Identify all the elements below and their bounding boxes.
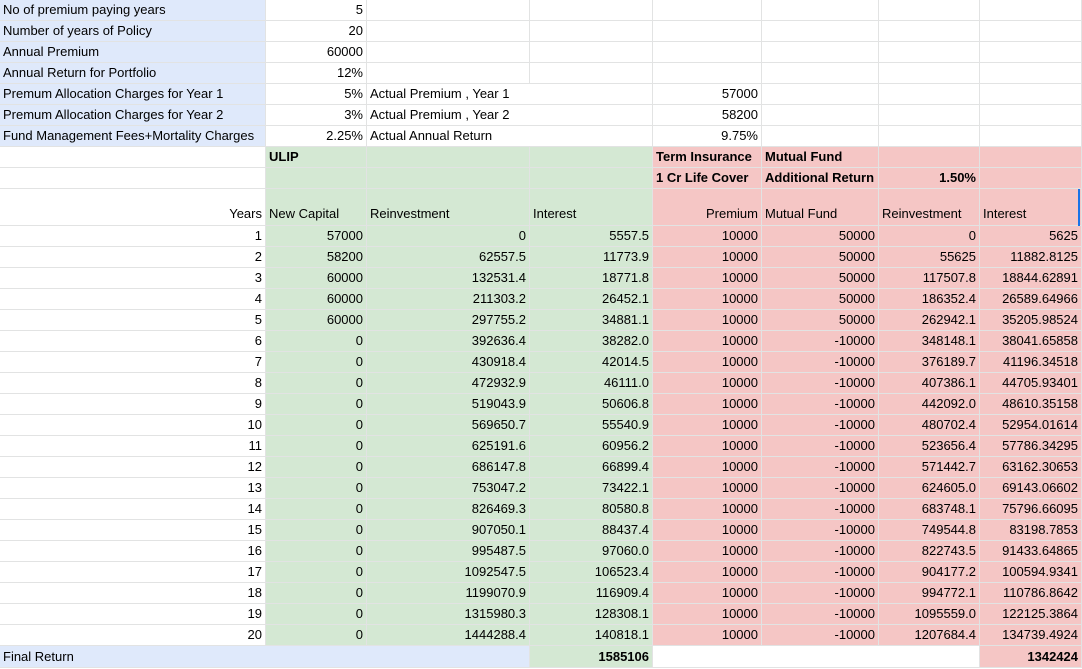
data-cell[interactable]: 0 bbox=[266, 373, 367, 394]
data-cell[interactable]: 5557.5 bbox=[530, 226, 653, 247]
empty-cell[interactable] bbox=[980, 126, 1082, 147]
column-header[interactable]: Reinvestment bbox=[879, 189, 980, 226]
data-cell[interactable]: 75796.66095 bbox=[980, 499, 1082, 520]
data-cell[interactable]: 0 bbox=[266, 478, 367, 499]
data-cell[interactable]: 0 bbox=[266, 583, 367, 604]
data-cell[interactable]: 407386.1 bbox=[879, 373, 980, 394]
additional-return-value[interactable]: 1.50% bbox=[879, 168, 980, 189]
data-cell[interactable]: 0 bbox=[266, 604, 367, 625]
data-cell[interactable]: 57000 bbox=[266, 226, 367, 247]
input-label[interactable]: Premum Allocation Charges for Year 2 bbox=[0, 105, 266, 126]
data-cell[interactable]: 10000 bbox=[653, 541, 762, 562]
column-header[interactable]: Years bbox=[0, 189, 266, 226]
data-cell[interactable]: 10000 bbox=[653, 268, 762, 289]
empty-cell[interactable] bbox=[879, 0, 980, 21]
data-cell[interactable]: 686147.8 bbox=[367, 457, 530, 478]
empty-cell[interactable] bbox=[367, 21, 530, 42]
data-cell[interactable]: 11 bbox=[0, 436, 266, 457]
data-cell[interactable]: 117507.8 bbox=[879, 268, 980, 289]
data-cell[interactable]: -10000 bbox=[762, 583, 879, 604]
data-cell[interactable]: 392636.4 bbox=[367, 331, 530, 352]
empty-cell[interactable] bbox=[980, 84, 1082, 105]
empty-cell[interactable] bbox=[980, 63, 1082, 84]
empty-cell[interactable] bbox=[653, 21, 762, 42]
empty-cell[interactable] bbox=[530, 21, 653, 42]
data-cell[interactable]: 69143.06602 bbox=[980, 478, 1082, 499]
data-cell[interactable]: 88437.4 bbox=[530, 520, 653, 541]
data-cell[interactable]: 0 bbox=[266, 415, 367, 436]
data-cell[interactable]: 63162.30653 bbox=[980, 457, 1082, 478]
data-cell[interactable]: 907050.1 bbox=[367, 520, 530, 541]
data-cell[interactable]: 10000 bbox=[653, 310, 762, 331]
input-value[interactable]: 2.25% bbox=[266, 126, 367, 147]
data-cell[interactable]: 1315980.3 bbox=[367, 604, 530, 625]
data-cell[interactable]: -10000 bbox=[762, 457, 879, 478]
data-cell[interactable]: 376189.7 bbox=[879, 352, 980, 373]
empty-cell[interactable] bbox=[980, 21, 1082, 42]
data-cell[interactable]: 100594.9341 bbox=[980, 562, 1082, 583]
empty-cell[interactable] bbox=[980, 105, 1082, 126]
data-cell[interactable]: 60000 bbox=[266, 268, 367, 289]
input-value[interactable]: 3% bbox=[266, 105, 367, 126]
data-cell[interactable]: 80580.8 bbox=[530, 499, 653, 520]
data-cell[interactable]: 0 bbox=[266, 436, 367, 457]
empty-cell[interactable] bbox=[653, 42, 762, 63]
data-cell[interactable]: 625191.6 bbox=[367, 436, 530, 457]
input-label[interactable]: Premum Allocation Charges for Year 1 bbox=[0, 84, 266, 105]
data-cell[interactable]: 10000 bbox=[653, 520, 762, 541]
data-cell[interactable]: 8 bbox=[0, 373, 266, 394]
input-value[interactable]: 5% bbox=[266, 84, 367, 105]
data-cell[interactable]: -10000 bbox=[762, 436, 879, 457]
empty-cell[interactable] bbox=[762, 126, 879, 147]
data-cell[interactable]: 0 bbox=[266, 394, 367, 415]
data-cell[interactable]: 472932.9 bbox=[367, 373, 530, 394]
empty-cell[interactable] bbox=[879, 105, 980, 126]
empty-cell[interactable] bbox=[367, 168, 530, 189]
life-cover-label[interactable]: 1 Cr Life Cover bbox=[653, 168, 762, 189]
data-cell[interactable]: 26452.1 bbox=[530, 289, 653, 310]
data-cell[interactable]: -10000 bbox=[762, 352, 879, 373]
additional-return-label[interactable]: Additional Return bbox=[762, 168, 879, 189]
empty-cell[interactable] bbox=[367, 0, 530, 21]
data-cell[interactable]: 6 bbox=[0, 331, 266, 352]
data-cell[interactable]: 430918.4 bbox=[367, 352, 530, 373]
derived-label[interactable]: Actual Premium , Year 1 bbox=[367, 84, 653, 105]
data-cell[interactable]: 10000 bbox=[653, 583, 762, 604]
data-cell[interactable]: 7 bbox=[0, 352, 266, 373]
data-cell[interactable]: -10000 bbox=[762, 394, 879, 415]
empty-cell[interactable] bbox=[0, 168, 266, 189]
data-cell[interactable]: 0 bbox=[266, 352, 367, 373]
data-cell[interactable]: 994772.1 bbox=[879, 583, 980, 604]
data-cell[interactable]: 5625 bbox=[980, 226, 1082, 247]
data-cell[interactable]: 46111.0 bbox=[530, 373, 653, 394]
column-header[interactable]: Interest bbox=[980, 189, 1082, 226]
data-cell[interactable]: 11773.9 bbox=[530, 247, 653, 268]
empty-cell[interactable] bbox=[530, 147, 653, 168]
data-cell[interactable]: 14 bbox=[0, 499, 266, 520]
data-cell[interactable]: 26589.64966 bbox=[980, 289, 1082, 310]
data-cell[interactable]: 60956.2 bbox=[530, 436, 653, 457]
data-cell[interactable]: 106523.4 bbox=[530, 562, 653, 583]
data-cell[interactable]: 519043.9 bbox=[367, 394, 530, 415]
data-cell[interactable]: -10000 bbox=[762, 331, 879, 352]
empty-cell[interactable] bbox=[879, 147, 980, 168]
data-cell[interactable]: 50000 bbox=[762, 247, 879, 268]
data-cell[interactable]: 10000 bbox=[653, 331, 762, 352]
data-cell[interactable]: 442092.0 bbox=[879, 394, 980, 415]
data-cell[interactable]: 91433.64865 bbox=[980, 541, 1082, 562]
input-label[interactable]: Fund Management Fees+Mortality Charges bbox=[0, 126, 266, 147]
derived-value[interactable]: 57000 bbox=[653, 84, 762, 105]
input-value[interactable]: 60000 bbox=[266, 42, 367, 63]
data-cell[interactable]: 19 bbox=[0, 604, 266, 625]
data-cell[interactable]: -10000 bbox=[762, 604, 879, 625]
data-cell[interactable]: 10000 bbox=[653, 625, 762, 646]
data-cell[interactable]: 66899.4 bbox=[530, 457, 653, 478]
empty-cell[interactable] bbox=[530, 168, 653, 189]
data-cell[interactable]: 116909.4 bbox=[530, 583, 653, 604]
column-header[interactable]: Mutual Fund bbox=[762, 189, 879, 226]
data-cell[interactable]: 0 bbox=[266, 457, 367, 478]
empty-cell[interactable] bbox=[762, 42, 879, 63]
empty-cell[interactable] bbox=[0, 147, 266, 168]
data-cell[interactable]: 480702.4 bbox=[879, 415, 980, 436]
input-value[interactable]: 12% bbox=[266, 63, 367, 84]
ulip-section-title[interactable]: ULIP bbox=[266, 147, 367, 168]
data-cell[interactable]: 1 bbox=[0, 226, 266, 247]
data-cell[interactable]: 15 bbox=[0, 520, 266, 541]
data-cell[interactable]: 10000 bbox=[653, 415, 762, 436]
data-cell[interactable]: -10000 bbox=[762, 499, 879, 520]
input-label[interactable]: Number of years of Policy bbox=[0, 21, 266, 42]
data-cell[interactable]: 18844.62891 bbox=[980, 268, 1082, 289]
data-cell[interactable]: 0 bbox=[367, 226, 530, 247]
data-cell[interactable]: 50000 bbox=[762, 226, 879, 247]
empty-cell[interactable] bbox=[266, 168, 367, 189]
data-cell[interactable]: 1207684.4 bbox=[879, 625, 980, 646]
empty-cell[interactable] bbox=[980, 168, 1082, 189]
data-cell[interactable]: -10000 bbox=[762, 625, 879, 646]
data-cell[interactable]: 211303.2 bbox=[367, 289, 530, 310]
data-cell[interactable]: 10000 bbox=[653, 226, 762, 247]
data-cell[interactable]: 128308.1 bbox=[530, 604, 653, 625]
empty-cell[interactable] bbox=[530, 0, 653, 21]
data-cell[interactable]: 749544.8 bbox=[879, 520, 980, 541]
data-cell[interactable]: 50000 bbox=[762, 268, 879, 289]
data-cell[interactable]: 52954.01614 bbox=[980, 415, 1082, 436]
data-cell[interactable]: 2 bbox=[0, 247, 266, 268]
data-cell[interactable]: 523656.4 bbox=[879, 436, 980, 457]
data-cell[interactable]: 60000 bbox=[266, 310, 367, 331]
data-cell[interactable]: 569650.7 bbox=[367, 415, 530, 436]
data-cell[interactable]: 10000 bbox=[653, 289, 762, 310]
input-label[interactable]: No of premium paying years bbox=[0, 0, 266, 21]
data-cell[interactable]: 995487.5 bbox=[367, 541, 530, 562]
data-cell[interactable]: 10000 bbox=[653, 562, 762, 583]
data-cell[interactable]: 50000 bbox=[762, 310, 879, 331]
data-cell[interactable]: 1199070.9 bbox=[367, 583, 530, 604]
empty-cell[interactable] bbox=[879, 42, 980, 63]
data-cell[interactable]: 571442.7 bbox=[879, 457, 980, 478]
column-header[interactable]: Reinvestment bbox=[367, 189, 530, 226]
data-cell[interactable]: 42014.5 bbox=[530, 352, 653, 373]
data-cell[interactable]: 262942.1 bbox=[879, 310, 980, 331]
column-header[interactable]: New Capital bbox=[266, 189, 367, 226]
data-cell[interactable]: 0 bbox=[879, 226, 980, 247]
term-section-title[interactable]: Term Insurance bbox=[653, 147, 762, 168]
empty-cell[interactable] bbox=[762, 63, 879, 84]
selection-border bbox=[1078, 189, 1080, 226]
data-cell[interactable]: 55625 bbox=[879, 247, 980, 268]
data-cell[interactable]: 0 bbox=[266, 541, 367, 562]
input-value[interactable]: 20 bbox=[266, 21, 367, 42]
data-cell[interactable]: 110786.8642 bbox=[980, 583, 1082, 604]
data-cell[interactable]: 0 bbox=[266, 520, 367, 541]
data-cell[interactable]: 9 bbox=[0, 394, 266, 415]
data-cell[interactable]: -10000 bbox=[762, 415, 879, 436]
empty-cell[interactable] bbox=[762, 21, 879, 42]
data-cell[interactable]: -10000 bbox=[762, 373, 879, 394]
data-cell[interactable]: 624605.0 bbox=[879, 478, 980, 499]
data-cell[interactable]: 753047.2 bbox=[367, 478, 530, 499]
data-cell[interactable]: 683748.1 bbox=[879, 499, 980, 520]
data-cell[interactable]: 35205.98524 bbox=[980, 310, 1082, 331]
data-cell[interactable]: 57786.34295 bbox=[980, 436, 1082, 457]
data-cell[interactable]: -10000 bbox=[762, 520, 879, 541]
data-cell[interactable]: 55540.9 bbox=[530, 415, 653, 436]
data-cell[interactable]: 12 bbox=[0, 457, 266, 478]
data-cell[interactable]: 10000 bbox=[653, 499, 762, 520]
data-cell[interactable]: 1444288.4 bbox=[367, 625, 530, 646]
column-header[interactable]: Interest bbox=[530, 189, 653, 226]
empty-cell[interactable] bbox=[879, 63, 980, 84]
column-header[interactable]: Premium bbox=[653, 189, 762, 226]
data-cell[interactable]: 10000 bbox=[653, 373, 762, 394]
data-cell[interactable]: 10000 bbox=[653, 394, 762, 415]
data-cell[interactable]: 17 bbox=[0, 562, 266, 583]
data-cell[interactable]: 10000 bbox=[653, 436, 762, 457]
data-cell[interactable]: 134739.4924 bbox=[980, 625, 1082, 646]
data-cell[interactable]: 73422.1 bbox=[530, 478, 653, 499]
empty-cell[interactable] bbox=[879, 21, 980, 42]
data-cell[interactable]: 140818.1 bbox=[530, 625, 653, 646]
data-cell[interactable]: 97060.0 bbox=[530, 541, 653, 562]
data-cell[interactable]: 83198.7853 bbox=[980, 520, 1082, 541]
data-cell[interactable]: 0 bbox=[266, 499, 367, 520]
empty-cell[interactable] bbox=[980, 147, 1082, 168]
derived-label[interactable]: Actual Annual Return bbox=[367, 126, 653, 147]
empty-cell[interactable] bbox=[530, 42, 653, 63]
data-cell[interactable]: 13 bbox=[0, 478, 266, 499]
data-cell[interactable]: 10 bbox=[0, 415, 266, 436]
empty-cell[interactable] bbox=[879, 84, 980, 105]
data-cell[interactable]: 16 bbox=[0, 541, 266, 562]
data-cell[interactable]: 297755.2 bbox=[367, 310, 530, 331]
input-label[interactable]: Annual Return for Portfolio bbox=[0, 63, 266, 84]
data-cell[interactable]: 50606.8 bbox=[530, 394, 653, 415]
empty-cell[interactable] bbox=[980, 0, 1082, 21]
input-value[interactable]: 5 bbox=[266, 0, 367, 21]
data-cell[interactable]: 904177.2 bbox=[879, 562, 980, 583]
data-cell[interactable]: 18771.8 bbox=[530, 268, 653, 289]
data-cell[interactable]: 58200 bbox=[266, 247, 367, 268]
data-cell[interactable]: 38282.0 bbox=[530, 331, 653, 352]
empty-cell[interactable] bbox=[762, 0, 879, 21]
input-label[interactable]: Annual Premium bbox=[0, 42, 266, 63]
empty-cell[interactable] bbox=[879, 126, 980, 147]
data-cell[interactable]: 822743.5 bbox=[879, 541, 980, 562]
data-cell[interactable]: 348148.1 bbox=[879, 331, 980, 352]
empty-cell[interactable] bbox=[367, 63, 530, 84]
data-cell[interactable]: 10000 bbox=[653, 247, 762, 268]
data-cell[interactable]: 186352.4 bbox=[879, 289, 980, 310]
data-cell[interactable]: -10000 bbox=[762, 562, 879, 583]
data-cell[interactable]: 10000 bbox=[653, 478, 762, 499]
final-return-label[interactable]: Final Return bbox=[0, 646, 530, 668]
data-cell[interactable]: 11882.8125 bbox=[980, 247, 1082, 268]
ulip-final-return[interactable]: 1585106 bbox=[530, 646, 653, 668]
data-cell[interactable]: 62557.5 bbox=[367, 247, 530, 268]
data-cell[interactable]: 38041.65858 bbox=[980, 331, 1082, 352]
data-cell[interactable]: 20 bbox=[0, 625, 266, 646]
mutual-fund-section-title[interactable]: Mutual Fund bbox=[762, 147, 879, 168]
data-cell[interactable]: 826469.3 bbox=[367, 499, 530, 520]
data-cell[interactable]: 50000 bbox=[762, 289, 879, 310]
derived-value[interactable]: 9.75% bbox=[653, 126, 762, 147]
empty-cell[interactable] bbox=[762, 105, 879, 126]
empty-cell[interactable] bbox=[367, 42, 530, 63]
data-cell[interactable]: 44705.93401 bbox=[980, 373, 1082, 394]
data-cell[interactable]: 10000 bbox=[653, 604, 762, 625]
empty-cell[interactable] bbox=[762, 84, 879, 105]
data-cell[interactable]: 5 bbox=[0, 310, 266, 331]
data-cell[interactable]: 41196.34518 bbox=[980, 352, 1082, 373]
empty-cell[interactable] bbox=[530, 63, 653, 84]
derived-label[interactable]: Actual Premium , Year 2 bbox=[367, 105, 653, 126]
data-cell[interactable]: 132531.4 bbox=[367, 268, 530, 289]
data-cell[interactable]: 0 bbox=[266, 562, 367, 583]
data-cell[interactable]: -10000 bbox=[762, 541, 879, 562]
data-cell[interactable]: 4 bbox=[0, 289, 266, 310]
data-cell[interactable]: 3 bbox=[0, 268, 266, 289]
data-cell[interactable]: 18 bbox=[0, 583, 266, 604]
empty-cell[interactable] bbox=[980, 42, 1082, 63]
empty-cell[interactable] bbox=[653, 63, 762, 84]
data-cell[interactable]: 48610.35158 bbox=[980, 394, 1082, 415]
empty-cell[interactable] bbox=[653, 0, 762, 21]
data-cell[interactable]: 10000 bbox=[653, 457, 762, 478]
empty-cell[interactable] bbox=[367, 147, 530, 168]
data-cell[interactable]: 34881.1 bbox=[530, 310, 653, 331]
data-cell[interactable]: 1095559.0 bbox=[879, 604, 980, 625]
data-cell[interactable]: 1092547.5 bbox=[367, 562, 530, 583]
empty-cell[interactable] bbox=[653, 646, 980, 668]
mf-final-return[interactable]: 1342424 bbox=[980, 646, 1082, 668]
data-cell[interactable]: 122125.3864 bbox=[980, 604, 1082, 625]
data-cell[interactable]: 10000 bbox=[653, 352, 762, 373]
data-cell[interactable]: 0 bbox=[266, 331, 367, 352]
data-cell[interactable]: 60000 bbox=[266, 289, 367, 310]
data-cell[interactable]: -10000 bbox=[762, 478, 879, 499]
derived-value[interactable]: 58200 bbox=[653, 105, 762, 126]
data-cell[interactable]: 0 bbox=[266, 625, 367, 646]
